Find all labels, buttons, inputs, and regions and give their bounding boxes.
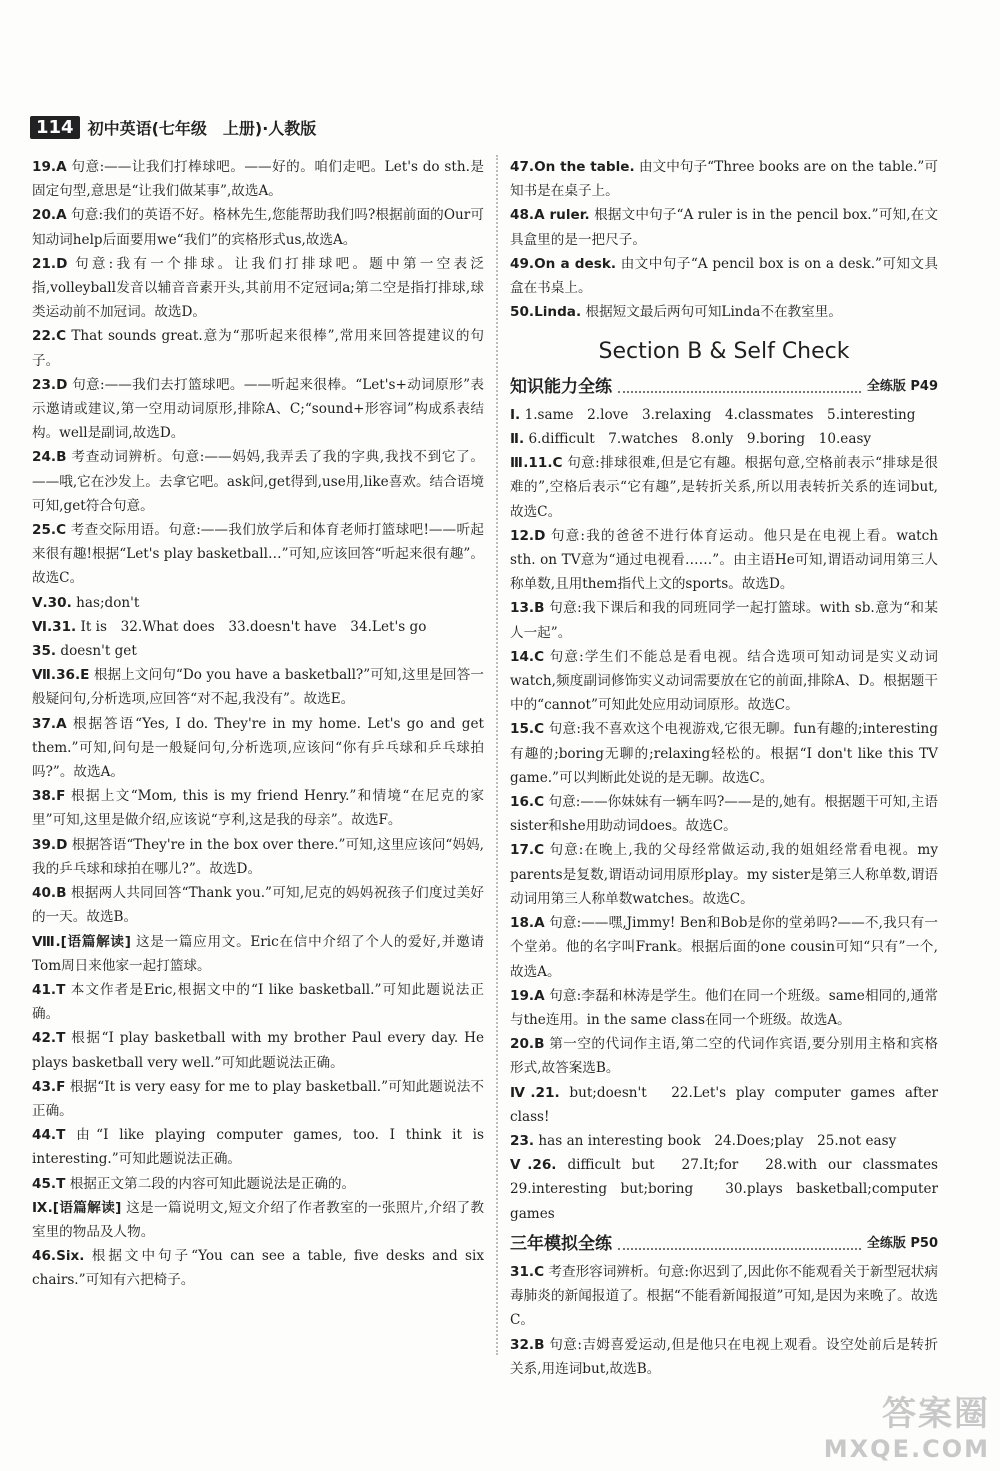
answer-item (32, 1075, 484, 1123)
watermark-text: 答案圈 (882, 1394, 990, 1434)
answer-explanation: 6.difficult 7.watches 8.only 9.boring 10.easy (528, 431, 872, 448)
answer-number: 15.C (510, 721, 545, 738)
answer-number: Ⅷ.[语篇解读] (32, 933, 131, 950)
page-header (30, 112, 316, 142)
page-reference: 全练版 P50 (866, 1235, 938, 1251)
answer-explanation: 这是一篇说明文,短文介绍了作者教室的一张照片,介绍了教室里的物品及人物。 (32, 1199, 485, 1240)
answer-item (510, 451, 938, 524)
answer-explanation: 句意:排球很难,但是它有趣。根据句意,空格前表示“排球是很难的”,空格后表示“它有趣”,是转折关系,所以用表转折关系的连词but,故选C。 (510, 455, 939, 520)
answer-explanation: 句意:在晚上,我的父母经常做运动,我的姐姐经常看电视。my parents是复数,谓语动词用原形play。my sister是第三人称单数,谓语动词用第三人称单数watches。故选C。 (510, 842, 938, 907)
answer-item (32, 445, 484, 518)
answer-item (32, 639, 484, 663)
answer-item (32, 1172, 484, 1196)
answer-item (32, 1026, 484, 1074)
answer-item (32, 203, 484, 251)
section-title: Section B & Self Check (598, 339, 850, 365)
answer-number: 16.C (510, 794, 545, 811)
answer-item (510, 155, 938, 203)
answers-mock (510, 1260, 938, 1381)
answer-explanation: 句意:我下课后和我的同班同学一起打篮球。with sb.意为“和某人一起”。 (510, 600, 938, 641)
answer-explanation: That sounds great.意为“那听起来很棒”,常用来回答提建议的句子。 (32, 328, 484, 369)
answer-item (32, 615, 484, 639)
answer-explanation: 句意:——嘿,Jimmy! Ben和Bob是你的堂弟吗?——不,我只有一个堂弟。他的名字叫Frank。根据后面的one cousin可知“只有”一个,故选A。 (510, 915, 938, 980)
dotted-leader (618, 1238, 861, 1250)
answer-number: 18.A (510, 915, 545, 932)
answer-number: 41.T (32, 981, 66, 998)
answer-item (510, 403, 938, 427)
answer-number: 46.Six. (32, 1248, 85, 1265)
answer-item (32, 1244, 484, 1292)
subsection-title: 知识能力全练 (510, 376, 612, 397)
answer-item (32, 1123, 484, 1171)
answer-explanation: 根据上文问句“Do you have a basketball?”可知,这里是回答一般疑问句,分析选项,应回答“对不起,我没有”。故选E。 (32, 667, 484, 708)
answer-number: 17.C (510, 842, 545, 859)
answer-item (32, 930, 484, 978)
answer-item (510, 911, 938, 984)
answer-number: 37.A (32, 715, 67, 732)
answer-explanation: 根据短文最后两句可知Linda不在教室里。 (585, 304, 842, 321)
answer-number: 14.C (510, 648, 545, 665)
answer-explanation: has an interesting book 24.Does;play 25.not easy (538, 1132, 897, 1149)
answer-item (32, 881, 484, 929)
dotted-leader (618, 381, 861, 393)
answer-explanation: 根据文中句子“You can see a table, five desks and six chairs.”可知有六把椅子。 (32, 1248, 484, 1289)
answer-item (32, 712, 484, 785)
answer-item (510, 427, 938, 451)
answer-item (510, 717, 938, 790)
answer-item (32, 252, 484, 325)
answer-explanation: 根据答语“They're in the box over there.”可知,这里应该问“妈妈,我的乒乓球和球拍在哪儿?”。故选D。 (32, 836, 485, 877)
answer-explanation: 句意:——你妹妹有一辆车吗?——是的,她有。根据题干可知,主语sister和she用助动词does。故选C。 (510, 794, 938, 835)
answer-item (32, 155, 484, 203)
answer-number: 13.B (510, 600, 545, 617)
answer-explanation: 由文中句子“A pencil box is on a desk.”可知文具盒在书桌上。 (510, 255, 939, 297)
answer-number: Ⅸ.[语篇解读] (32, 1199, 122, 1216)
answer-explanation: 本文作者是Eric,根据文中的“I like basketball.”可知此题说法正确。 (32, 981, 484, 1023)
answer-number: 47.On the table. (510, 159, 635, 175)
answer-number: 22.C (32, 328, 67, 345)
answer-number: 42.T (32, 1030, 66, 1047)
answer-explanation: 根据“It is very easy for me to play basketball.”可知此题说法不正确。 (32, 1078, 485, 1119)
watermark-logo (824, 1386, 990, 1463)
answer-explanation: 第一空的代词作主语,第二空的代词作宾语,要分别用主格和宾格形式,故答案选B。 (510, 1036, 939, 1077)
answer-item (510, 252, 938, 300)
answer-explanation: 根据文中句子“A ruler is in the pencil box.”可知,在文具盒里的是一把尺子。 (510, 207, 938, 248)
answer-number: Ⅱ. (510, 431, 525, 448)
answer-item (32, 518, 484, 591)
answer-explanation: 考查动词辨析。句意:——妈妈,我弄丢了我的字典,我找不到它了。——哦,它在沙发上。去拿它吧。ask问,get得到,use用,like喜欢。结合语境可知,get符合句意。 (32, 449, 485, 514)
answer-explanation: 由“I like playing computer games, too. I think it is interesting.”可知此题说法正确。 (32, 1127, 484, 1168)
left-column (32, 155, 484, 1293)
subsection-title: 三年模拟全练 (510, 1233, 612, 1254)
answer-number: 50.Linda. (510, 304, 582, 321)
answer-item (510, 838, 938, 911)
answer-explanation: 根据上文“Mom, this is my friend Henry.”和情境“在尼克的家里”可知,这里是做介绍,应该说“亨利,这是我的母亲”。故选F。 (32, 788, 484, 829)
answer-number: 40.B (32, 885, 67, 902)
page-number: 114 (30, 116, 80, 139)
answer-item (510, 524, 938, 597)
answer-item (32, 1196, 484, 1244)
answer-number: Ⅰ. (510, 406, 521, 423)
answer-item (510, 790, 938, 838)
answer-item (32, 663, 484, 711)
answer-number: 48.A ruler. (510, 207, 590, 224)
answer-explanation: 由文中句子“Three books are on the table.”可知书是在桌子上。 (510, 159, 938, 200)
answer-item (510, 1081, 938, 1129)
answer-item (32, 324, 484, 372)
answer-explanation: 考查形容词辨析。句意:你迟到了,因此你不能观看关于新型冠状病毒肺炎的新闻报道了。根据“不能看新闻报道”可知,是因为来晚了。故选C。 (510, 1263, 938, 1329)
answer-number: 25.C (32, 522, 67, 539)
answer-item (32, 784, 484, 832)
answer-explanation: 根据答语“Yes, I do. They're in my home. Let's go and get them.”可知,问句是一般疑问句,分析选项,应该问“你有乒乓球和乒乓球拍吗?”。故选A。 (32, 715, 485, 781)
answer-item (510, 596, 938, 644)
answer-explanation: 句意:我的爸爸不进行体育运动。他只是在电视上看。watch sth. on TV意为“通过电视看……”。由主语He可知,谓语动词用第三人称单数,且用them指代上文的sports。故选D。 (510, 527, 939, 593)
answer-item (510, 1153, 952, 1226)
answer-explanation: It is 32.What does 33.doesn't have 34.Let's go (80, 618, 427, 635)
answer-explanation: 1.same 2.love 3.relaxing 4.classmates 5.interesting (524, 406, 916, 423)
answer-number: 19.A (32, 159, 67, 175)
answer-number: 31.C (510, 1263, 545, 1280)
right-column (510, 155, 952, 1381)
answer-explanation: 句意:我们的英语不好。格林先生,您能帮助我们吗?根据前面的Our可知动词help后面要用we“我们”的宾格形式us,故选A。 (32, 207, 484, 248)
answer-item (510, 645, 938, 718)
answer-explanation: 句意:吉姆喜爱运动,但是他只在电视上观看。设空处前后是转折关系,用连词but,故选B。 (510, 1336, 938, 1377)
answer-number: 24.B (32, 449, 67, 466)
answer-number: Ⅲ.11.C (510, 455, 563, 472)
answer-item (510, 1260, 938, 1333)
answer-explanation: has;don't (76, 594, 140, 611)
answer-explanation: 句意:学生们不能总是看电视。结合选项可知动词是实义动词watch,频度副词修饰实义动词需要放在它的前面,排除A、D。根据题干中的“cannot”可知此处应用动词原形。故选C。 (510, 648, 939, 714)
answer-item (510, 1129, 938, 1153)
answer-number: 43.F (32, 1078, 66, 1095)
answer-explanation: 根据正文第二段的内容可知此题说法是正确的。 (69, 1175, 356, 1192)
subsection-header-1 (510, 375, 938, 399)
page-reference: 全练版 P49 (866, 378, 938, 394)
answer-item (510, 203, 938, 251)
answer-item (510, 984, 938, 1032)
answer-item (32, 978, 484, 1026)
answer-item (510, 300, 938, 324)
answer-number: 21.D (32, 255, 68, 272)
answer-number: Ⅴ.26. (510, 1157, 557, 1174)
answer-number: Ⅴ.30. (32, 594, 72, 611)
answer-explanation: doesn't get (60, 643, 137, 660)
column-divider (496, 155, 498, 1355)
answer-explanation: 这是一篇应用文。Eric在信中介绍了个人的爱好,并邀请Tom周日来他家一起打篮球。 (32, 933, 485, 974)
answer-item (32, 591, 484, 615)
answer-explanation: 句意:我不喜欢这个电视游戏,它很无聊。fun有趣的;interesting有趣的;boring无聊的;relaxing轻松的。根据“I don't like this TV game.”可以判断此处说的是无聊。故选C。 (510, 721, 938, 786)
book-title: 初中英语(七年级 上册)·人教版 (87, 118, 317, 138)
answer-explanation: but;doesn't 22.Let's play computer games after class! (510, 1084, 938, 1125)
answer-item (32, 833, 484, 881)
watermark-url: MXQE.COM (823, 1435, 990, 1463)
answer-number: 23.D (32, 376, 68, 393)
answer-number: 44.T (32, 1127, 66, 1144)
answer-number: 45.T (32, 1175, 66, 1192)
answer-explanation: 考查交际用语。句意:——我们放学后和体育老师打篮球吧!——听起来很有趣!根据“Let's play basketball…”可知,应该回答“听起来很有趣”。故选C。 (32, 522, 484, 587)
answer-number: 39.D (32, 836, 68, 853)
answer-item (510, 1032, 938, 1080)
answer-number: 19.A (510, 987, 545, 1004)
answer-explanation: 根据两人共同回答“Thank you.”可知,尼克的妈妈祝孩子们度过美好的一天。故选B。 (32, 885, 484, 926)
answer-number: 23. (510, 1132, 535, 1149)
answer-number: Ⅳ.21. (510, 1084, 560, 1101)
answers-reading (510, 155, 938, 324)
answer-explanation: 句意:我有一个排球。让我们打排球吧。题中第一空表泛指,volleyball发音以辅音音素开头,其前用不定冠词a;第二空是指打排球,球类运动前不加冠词。故选D。 (32, 255, 485, 321)
answer-number: 49.On a desk. (510, 255, 617, 272)
answer-explanation: 句意:——我们去打篮球吧。——听起来很棒。“Let's+动词原形”表示邀请或建议,第一空用动词原形,排除A、C;“sound+形容词”构成系表结构。well是副词,故选D。 (32, 376, 484, 442)
answer-number: 20.B (510, 1036, 545, 1053)
answer-explanation: difficult but 27.It;for 28.with our classmates 29.interesting but;boring 30.plays basketball;computer games (510, 1157, 952, 1222)
answer-number: 32.B (510, 1336, 545, 1353)
answer-number: 38.F (32, 788, 66, 805)
answer-explanation: 根据“I play basketball with my brother Paul every day. He plays basketball very well.”可知此题说法正确。 (32, 1030, 484, 1071)
answer-number: 35. (32, 643, 57, 660)
answers-self-check (510, 403, 952, 1226)
answer-number: 20.A (32, 207, 67, 224)
answer-item (32, 373, 484, 446)
subsection-header-2 (510, 1232, 938, 1256)
answer-number: Ⅶ.36.E (32, 667, 90, 684)
answer-number: Ⅵ.31. (32, 618, 77, 635)
answer-explanation: 句意:——让我们打棒球吧。——好的。咱们走吧。Let's do sth.是固定句型,意思是“让我们做某事”,故选A。 (32, 159, 484, 200)
answer-explanation: 句意:李磊和林涛是学生。他们在同一个班级。same相同的,通常与the连用。in the same class在同一个班级。故选A。 (510, 987, 938, 1028)
answer-number: 12.D (510, 527, 546, 544)
answer-item (510, 1333, 938, 1381)
